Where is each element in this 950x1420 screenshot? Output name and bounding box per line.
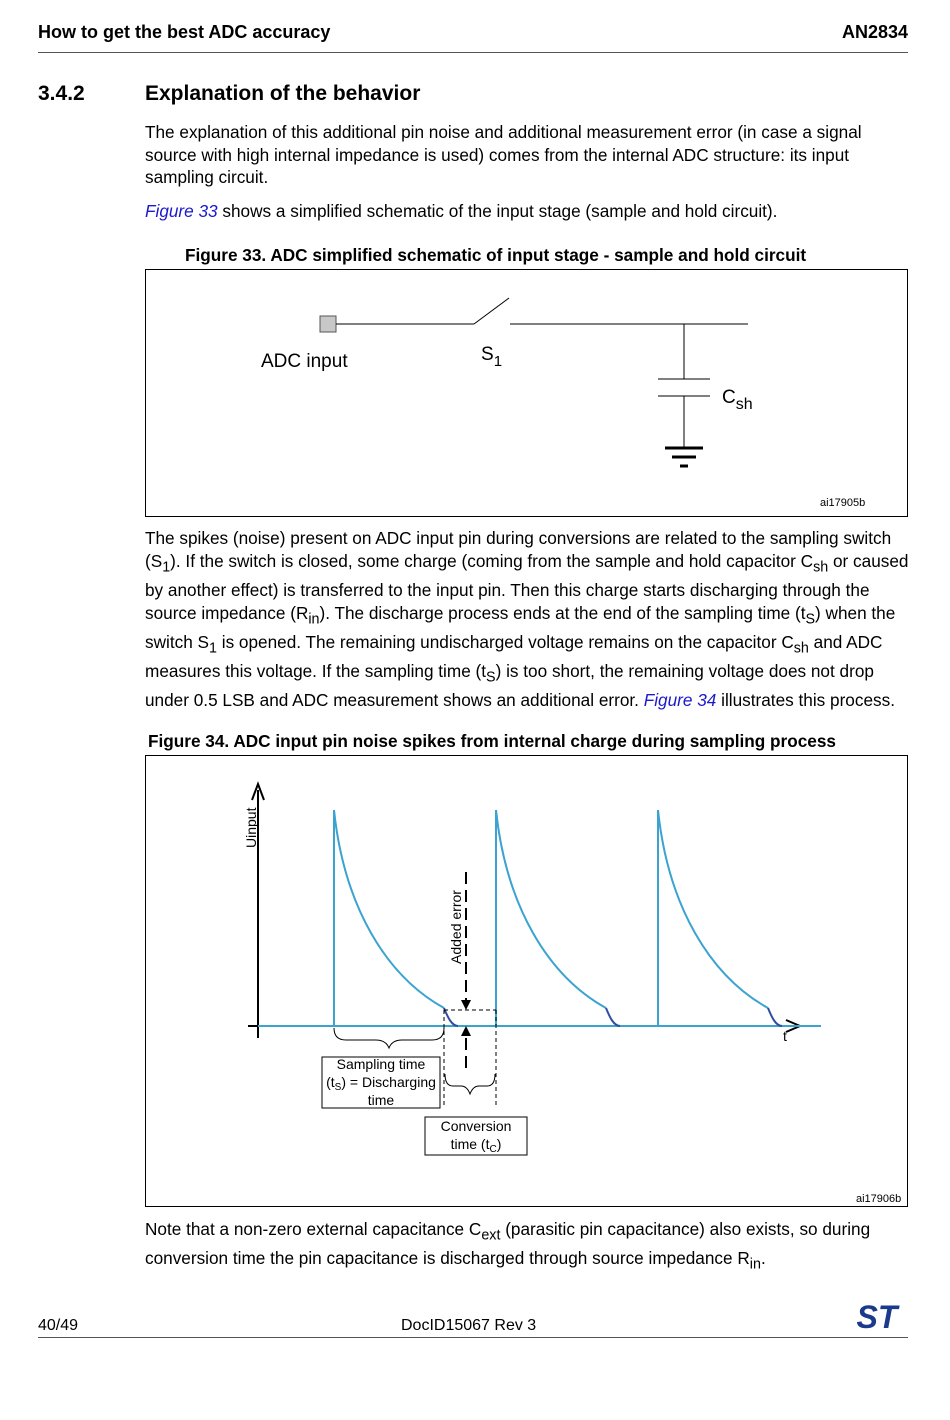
switch-s1-blade [474,298,509,324]
added-error-arrow-down-icon [461,1000,471,1010]
spike-2-tail [606,1008,620,1026]
figure33-id: ai17905b [820,497,866,509]
sampling-time-line3: time [367,1092,395,1108]
spike-2-discharge [496,810,606,1008]
running-header-title: How to get the best ADC accuracy [38,22,331,42]
st-logo-text: ST [856,1301,898,1333]
paragraph-cext-note: Note that a non-zero external capacitance $C_{ext}$ (parasitic pin capacitance) also exists, so during conversion time the pin capacitance is discharged through source impedance $R_{in}$. [145,1219,871,1273]
spike-3-tail [768,1008,782,1026]
running-header-doc-code: AN2834 [841,22,908,42]
footer-rule [38,1337,908,1338]
sampling-time-line2: $(t_S)$ = Discharging [326,1074,436,1093]
figure33-title: Figure 33. ADC simplified schematic of input stage - sample and hold circuit [185,245,807,265]
section-title: Explanation of the behavior [145,82,421,105]
footer-doc-id: DocID15067 Rev 3 [401,1317,537,1334]
spike-1-tail [444,1008,458,1026]
adc-input-label: ADC input [261,351,348,372]
figure34-box [145,755,908,1207]
figure34-title: Figure 34. ADC input pin noise spikes from internal charge during sampling process [148,731,836,751]
footer-page-number: 40/49 [38,1317,79,1334]
cap-csh-label: $C_{sh}$ [722,387,753,413]
paragraph-fig33-ref-text: shows a simplified schematic of the input stage (sample and hold circuit). [217,201,778,221]
sampling-time-brace [334,1028,444,1048]
figure33-link[interactable]: Figure 33 [145,201,218,221]
added-error-label: Added error [448,890,464,964]
sampling-time-line1: Sampling time [336,1056,426,1072]
figure34-link[interactable]: Figure 34 [643,689,717,710]
conversion-time-brace [445,1074,495,1094]
spike-1-discharge [334,810,444,1008]
figure34-waveform-diagram [146,756,907,1206]
conversion-time-line1: Conversion [440,1118,512,1134]
added-error-arrow-up-icon [461,1026,471,1036]
figure33-box [145,269,908,517]
paragraph-spikes: The spikes (noise) present on ADC input pin during conversions are related to the sampling switch $(S_1)$. If the switch is closed, some charge (coming from the sample and hold capacitor $C_{sh}$ or caused by another effect) is transferred to the input pin. Then this charge starts discharging through the source impedance $(R_{in})$. The discharge process ends at the end of the sampling time $(t_S)$ when the switch $S_1$ is opened. The remaining undischarged voltage remains on the capacitor $C_{sh}$ and ADC measures this voltage. If the sampling time $(t_S)$ is too short, the remaining voltage does not drop under 0.5 LSB and ADC measurement shows an additional error. Figure 34 illustrates this process. [145,528,909,710]
figure34-id: ai17906b [856,1193,902,1205]
paragraph-intro-text: The explanation of this additional pin noise and additional measurement error (in case a signal source with high internal impedance is used) comes from the internal ADC structure: its input sampling circuit. [145,122,862,188]
st-logo-icon [848,1301,906,1333]
header-rule [38,52,908,53]
figure33-schematic [146,270,907,516]
adc-input-pin [320,316,336,332]
paragraph-intro [145,121,910,189]
paragraph-fig33-ref [145,200,910,223]
conversion-time-line2: time $(t_C)$ [450,1136,502,1155]
y-axis-label: Uinput [243,807,259,848]
section-number: 3.4.2 [38,82,85,105]
spike-3-discharge [658,810,768,1008]
switch-s1-label: $S_1$ [481,344,503,370]
x-axis-label: t [783,1028,787,1044]
